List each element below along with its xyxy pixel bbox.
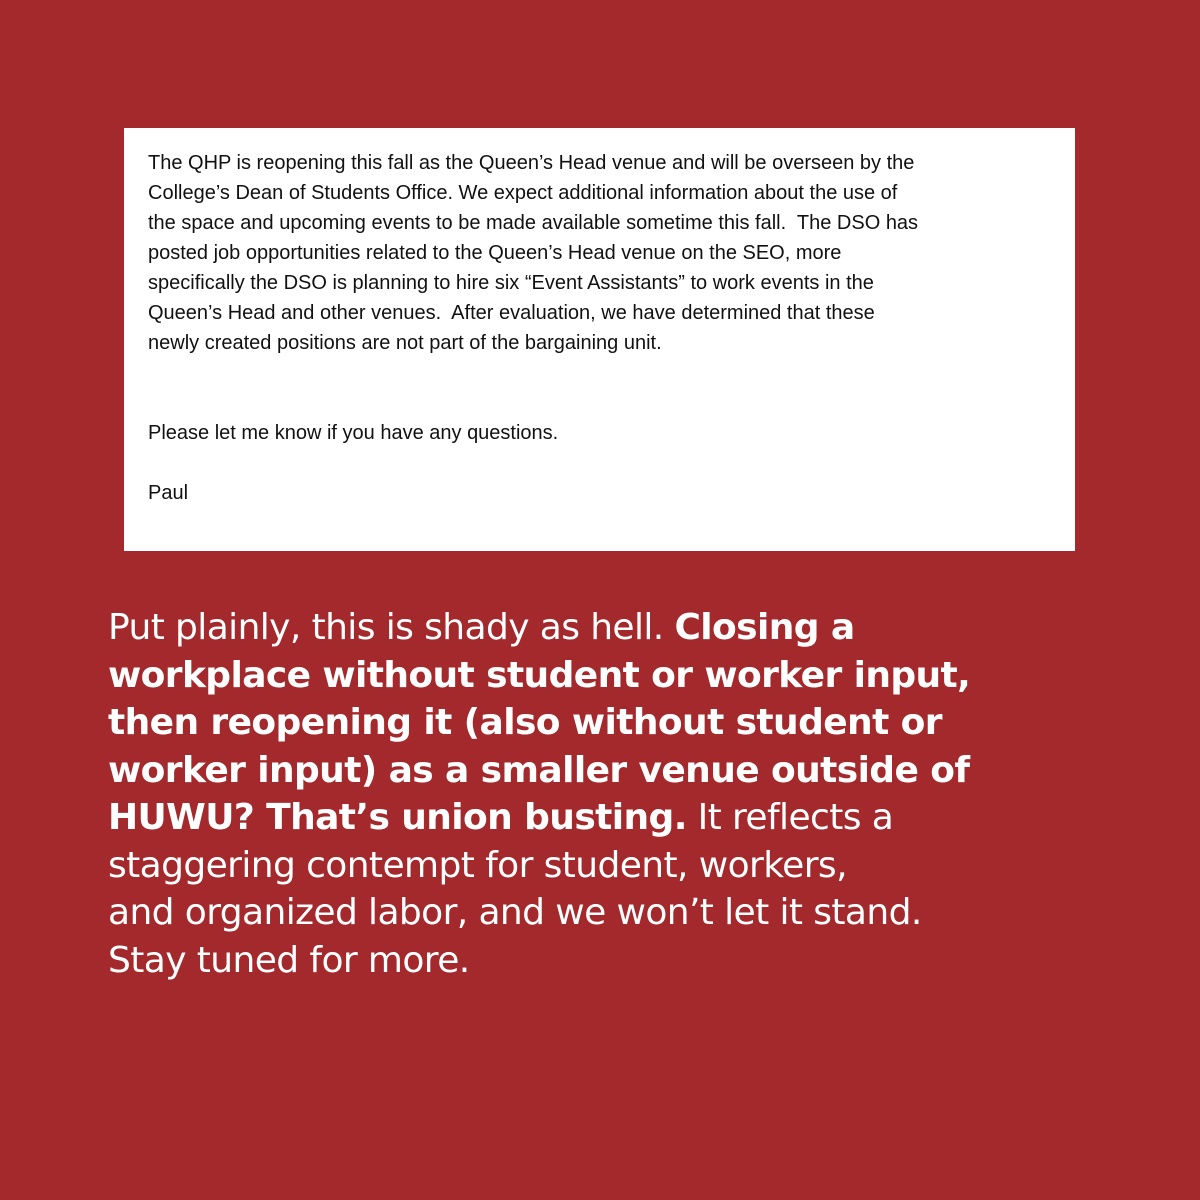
email-body-line: The QHP is reopening this fall as the Queen’s Head venue and will be overseen by the: [148, 152, 915, 174]
commentary-bold: worker input) as a smaller venue outside of: [108, 749, 970, 791]
commentary-line: [108, 794, 1098, 842]
commentary-regular: Put plainly, this is shady as hell.: [108, 607, 675, 648]
commentary-line: [108, 652, 1098, 700]
email-body-line: Queen’s Head and other venues. After evaluation, we have determined that these: [148, 302, 875, 324]
email-closing: Please let me know if you have any questions.: [148, 422, 559, 444]
email-body-line: posted job opportunities related to the Queen’s Head venue on the SEO, more: [148, 242, 842, 264]
commentary-line: [108, 604, 1098, 652]
email-body-line: newly created positions are not part of the bargaining unit.: [148, 332, 662, 354]
email-body-line: the space and upcoming events to be made available sometime this fall. The DSO has: [148, 212, 919, 234]
commentary-regular: It reflects a: [686, 797, 894, 838]
email-body: [148, 148, 1051, 388]
email-body-line: specifically the DSO is planning to hire six “Event Assistants” to work events in the: [148, 272, 874, 294]
email-body-line: College’s Dean of Students Office. We expect additional information about the use of: [148, 182, 898, 204]
commentary-bold: HUWU? That’s union busting.: [108, 797, 687, 838]
commentary-text: [108, 604, 1098, 984]
commentary-line: and organized labor, and we won’t let it stand.: [108, 892, 922, 933]
commentary-bold: then reopening it (also without student or: [108, 702, 942, 743]
commentary-line: [108, 699, 1098, 747]
commentary-bold: workplace without student or worker input,: [108, 654, 971, 696]
commentary-bold: Closing a: [674, 607, 855, 648]
commentary-line: staggering contempt for student, workers,: [108, 844, 847, 886]
commentary-line: [108, 747, 1098, 795]
email-screenshot: [124, 128, 1075, 551]
commentary-line: Stay tuned for more.: [108, 939, 470, 981]
email-signature: Paul: [148, 482, 189, 504]
